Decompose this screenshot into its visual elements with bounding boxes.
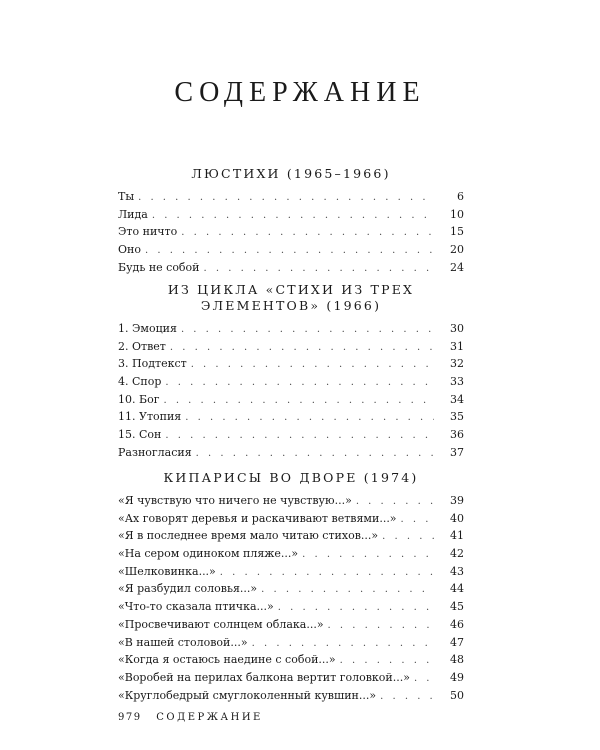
entry-title: «Шелковинка...»	[118, 564, 216, 578]
dot-leader	[401, 511, 434, 529]
dot-leader	[163, 392, 434, 410]
toc-entry[interactable]	[118, 580, 464, 598]
toc-section-tri-elementa	[118, 282, 464, 462]
section-heading-line: ЭЛЕМЕНТОВ» (1966)	[200, 298, 382, 313]
entry-title: Будь не собой	[118, 260, 200, 274]
dot-leader	[191, 356, 434, 374]
entry-page-number: 49	[450, 670, 464, 684]
entry-title: 10. Бог	[118, 392, 160, 406]
entry-title: «Что-то сказала птичка...»	[118, 600, 274, 614]
entry-title: Это ничто	[118, 225, 178, 239]
entry-page-number: 43	[450, 564, 464, 578]
page-title: СОДЕРЖАНИЕ	[174, 76, 426, 108]
entry-page-number: 42	[450, 547, 464, 561]
toc-section-kiparisy	[118, 470, 464, 704]
toc-entry[interactable]	[118, 426, 464, 444]
toc-entry[interactable]	[118, 444, 464, 462]
entry-page-number: 30	[450, 322, 464, 335]
toc-entry[interactable]	[118, 391, 464, 409]
toc-entry[interactable]	[118, 188, 464, 206]
entry-page-number: 35	[450, 410, 464, 424]
toc-section-lyustikhi	[118, 166, 464, 276]
dot-leader	[185, 409, 434, 427]
dot-leader	[220, 564, 434, 582]
entry-title: Ты	[118, 190, 135, 203]
toc-list	[118, 188, 464, 276]
section-heading-line: ИЗ ЦИКЛА «СТИХИ ИЗ ТРЕХ	[167, 282, 415, 297]
section-heading: КИПАРИСЫ ВО ДВОРЕ (1974)	[163, 470, 419, 485]
entry-page-number: 10	[450, 207, 464, 221]
entry-page-number: 33	[450, 375, 464, 389]
toc-entry[interactable]	[118, 527, 464, 545]
footer-page-number: 979	[118, 712, 142, 723]
entry-page-number: 41	[450, 529, 464, 543]
toc-entry[interactable]	[118, 259, 464, 277]
entry-page-number: 37	[450, 445, 464, 459]
toc-entry[interactable]	[118, 408, 464, 426]
toc-entry[interactable]	[118, 687, 464, 705]
dot-leader	[340, 652, 434, 670]
dot-leader	[152, 207, 434, 225]
entry-title: «Воробей на перилах балкона вертит головкой...»	[118, 670, 410, 684]
entry-title: 4. Спор	[118, 375, 162, 389]
footer-running-title: СОДЕРЖАНИЕ	[156, 712, 263, 723]
entry-title: Лида	[118, 207, 148, 221]
dot-leader	[204, 260, 434, 278]
entry-title: 15. Сон	[118, 428, 162, 442]
entry-page-number: 48	[450, 653, 464, 667]
entry-page-number: 44	[450, 582, 464, 596]
entry-title: 1. Эмоция	[118, 322, 177, 335]
dot-leader	[165, 374, 434, 392]
toc-entry[interactable]	[118, 241, 464, 259]
dot-leader	[278, 599, 434, 617]
dot-leader	[138, 189, 434, 207]
dot-leader	[356, 493, 434, 511]
entry-page-number: 40	[450, 511, 464, 525]
dot-leader	[196, 445, 434, 463]
entry-title: «Круглобедрый смуглоколенный кувшин...»	[118, 688, 377, 702]
toc-entry[interactable]	[118, 320, 464, 338]
toc-entry[interactable]	[118, 373, 464, 391]
toc-list	[118, 492, 464, 704]
toc-entry[interactable]	[118, 510, 464, 528]
entry-page-number: 36	[450, 428, 464, 442]
entry-page-number: 24	[450, 260, 464, 274]
entry-page-number: 47	[450, 635, 464, 649]
entry-page-number: 34	[450, 392, 464, 406]
entry-title: 2. Ответ	[118, 339, 166, 353]
dot-leader	[261, 581, 434, 599]
dot-leader	[382, 528, 434, 546]
entry-title: 3. Подтекст	[118, 357, 187, 371]
entry-page-number: 20	[450, 243, 464, 257]
dot-leader	[414, 670, 434, 688]
toc-entry[interactable]	[118, 669, 464, 687]
entry-title: «Я в последнее время мало читаю стихов...»	[118, 529, 379, 543]
entry-page-number: 31	[450, 339, 464, 353]
entry-title: «Я разбудил соловья...»	[118, 582, 258, 596]
section-heading: ЛЮСТИХИ (1965–1966)	[191, 166, 391, 181]
entry-page-number: 45	[450, 600, 464, 614]
entry-title: «Просвечивают солнцем облака...»	[118, 617, 324, 631]
dot-leader	[181, 224, 434, 242]
entry-page-number: 6	[457, 190, 464, 203]
entry-page-number: 50	[450, 688, 464, 702]
entry-title: Разногласия	[118, 445, 192, 459]
toc-entry[interactable]	[118, 206, 464, 224]
page-footer	[118, 712, 263, 723]
toc-entry[interactable]	[118, 563, 464, 581]
toc-entry[interactable]	[118, 616, 464, 634]
toc-entry[interactable]	[118, 355, 464, 373]
entry-page-number: 15	[450, 225, 464, 239]
entry-page-number: 46	[450, 617, 464, 631]
entry-page-number: 39	[450, 494, 464, 507]
dot-leader	[328, 617, 434, 635]
entry-title: «Ах говорят деревья и раскачивают ветвями...»	[118, 511, 397, 525]
toc-list	[118, 320, 464, 462]
dot-leader	[170, 339, 434, 357]
entry-page-number: 32	[450, 357, 464, 371]
toc-entry[interactable]	[118, 545, 464, 563]
toc-entry[interactable]	[118, 223, 464, 241]
toc-entry[interactable]	[118, 651, 464, 669]
dot-leader	[165, 427, 434, 445]
toc-entry[interactable]	[118, 338, 464, 356]
entry-title: «Я чувствую что ничего не чувствую...»	[118, 494, 352, 507]
toc-entry[interactable]	[118, 492, 464, 510]
entry-title: Оно	[118, 243, 141, 257]
entry-title: «Когда я остаюсь наедине с собой...»	[118, 653, 336, 667]
toc-entry[interactable]	[118, 598, 464, 616]
dot-leader	[380, 688, 434, 706]
entry-title: «В нашей столовой...»	[118, 635, 248, 649]
entry-title: 11. Утопия	[118, 410, 182, 424]
entry-title: «На сером одиноком пляже...»	[118, 547, 299, 561]
dot-leader	[302, 546, 434, 564]
dot-leader	[181, 321, 434, 339]
toc-entry[interactable]	[118, 634, 464, 652]
dot-leader	[145, 242, 434, 260]
dot-leader	[252, 635, 434, 653]
section-heading	[118, 282, 464, 314]
